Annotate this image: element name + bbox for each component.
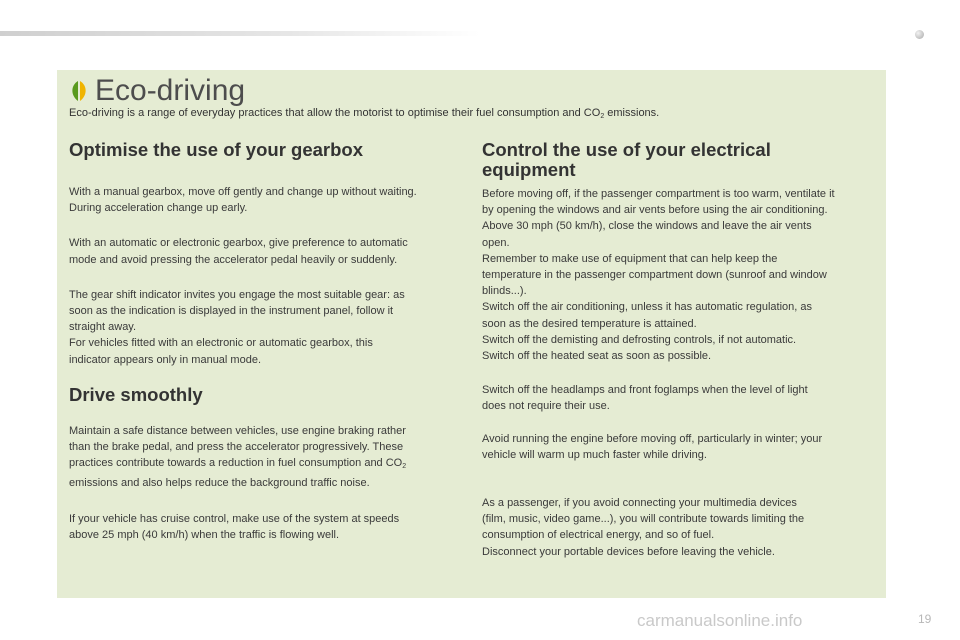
text-line: Before moving off, if the passenger compartment is too warm, ventilate it xyxy=(482,188,835,200)
text-line: Switch off the demisting and defrosting controls, if not automatic. xyxy=(482,333,797,346)
text-line: Avoid running the engine before moving off, particularly in winter; your xyxy=(482,432,823,445)
text-line: by opening the windows and air vents before using the air conditioning. xyxy=(482,204,828,217)
drive-paragraph-1 xyxy=(69,423,469,492)
electrical-paragraph-4 xyxy=(482,495,882,560)
heading-drive-smoothly: Drive smoothly xyxy=(69,383,203,405)
electrical-paragraph-3 xyxy=(482,431,882,463)
page-number: 19 xyxy=(918,612,932,626)
intro-text xyxy=(69,105,659,125)
gearbox-paragraph-3 xyxy=(69,287,469,368)
intro-text-main: Eco-driving is a range of everyday practices that allow the motorist to optimise their fuel consumption and CO xyxy=(69,107,601,119)
text-line: does not require their use. xyxy=(482,400,610,413)
text-line: As a passenger, if you avoid connecting your multimedia devices xyxy=(482,497,797,510)
text-line: Switch off the headlamps and front foglamps when the level of light xyxy=(482,384,808,397)
text-line: Disconnect your portable devices before leaving the vehicle. xyxy=(482,545,775,558)
top-decorative-rule xyxy=(0,31,480,36)
intro-text-end: emissions. xyxy=(604,107,660,119)
watermark-text: carmanualsonline.info xyxy=(637,611,803,630)
heading-gearbox: Optimise the use of your gearbox xyxy=(69,139,364,160)
electrical-paragraph-1 xyxy=(482,186,882,364)
text-line: With an automatic or electronic gearbox, give preference to automatic xyxy=(69,237,408,250)
text-line: above 25 mph (40 km/h) when the traffic is flowing well. xyxy=(69,528,340,541)
gearbox-paragraph-1 xyxy=(69,184,469,216)
text-line: Remember to make use of equipment that can help keep the xyxy=(482,252,778,265)
text-line: During acceleration change up early. xyxy=(69,202,248,215)
right-column xyxy=(482,140,882,560)
text-line: soon as the desired temperature is attained. xyxy=(482,317,697,330)
text-line: Switch off the air conditioning, unless it has automatic regulation, as xyxy=(482,301,812,314)
eco-leaf-icon xyxy=(69,80,89,102)
text-line: straight away. xyxy=(69,321,137,334)
heading-line: equipment xyxy=(482,159,576,180)
page-title: Eco-driving xyxy=(95,74,246,107)
text-line: than the brake pedal, and press the accelerator progressively. These xyxy=(69,441,404,454)
text-line: For vehicles fitted with an electronic or automatic gearbox, this xyxy=(69,337,373,350)
text-line: consumption of electrical energy, and so of fuel. xyxy=(482,529,715,542)
co2-subscript: 2 xyxy=(402,463,407,471)
text-line: (film, music, video game...), you will contribute towards limiting the xyxy=(482,513,805,526)
heading-electrical-equipment xyxy=(482,140,882,180)
text-line: Above 30 mph (50 km/h), close the windows and leave the air vents xyxy=(482,220,812,233)
text-line: indicator appears only in manual mode. xyxy=(69,353,262,366)
electrical-paragraph-2 xyxy=(482,382,882,414)
text-line: temperature in the passenger compartment down (sunroof and window xyxy=(482,269,827,282)
text-line: Maintain a safe distance between vehicles, use engine braking rather xyxy=(69,424,406,437)
text-line: practices contribute towards a reduction in fuel consumption and CO xyxy=(69,457,403,470)
text-line: emissions and also helps reduce the background traffic noise. xyxy=(69,477,370,490)
text-line: With a manual gearbox, move off gently and change up without waiting. xyxy=(69,186,417,198)
text-line: blinds...). xyxy=(482,285,527,298)
text-line: mode and avoid pressing the accelerator pedal heavily or suddenly. xyxy=(69,253,398,266)
text-line: open. xyxy=(482,236,510,249)
corner-dot-icon xyxy=(915,30,924,39)
drive-paragraph-2 xyxy=(69,511,469,543)
left-column xyxy=(69,140,469,543)
text-line: If your vehicle has cruise control, make use of the system at speeds xyxy=(69,512,400,525)
intro-subscript: 2 xyxy=(600,113,605,120)
text-line: soon as the indication is displayed in the instrument panel, follow it xyxy=(69,305,394,318)
text-line: The gear shift indicator invites you engage the most suitable gear: as xyxy=(69,288,405,301)
text-line: vehicle will warm up much faster while driving. xyxy=(482,448,707,461)
text-line: Switch off the heated seat as soon as possible. xyxy=(482,350,712,363)
gearbox-paragraph-2 xyxy=(69,235,469,267)
heading-line: Control the use of your electrical xyxy=(482,139,771,160)
